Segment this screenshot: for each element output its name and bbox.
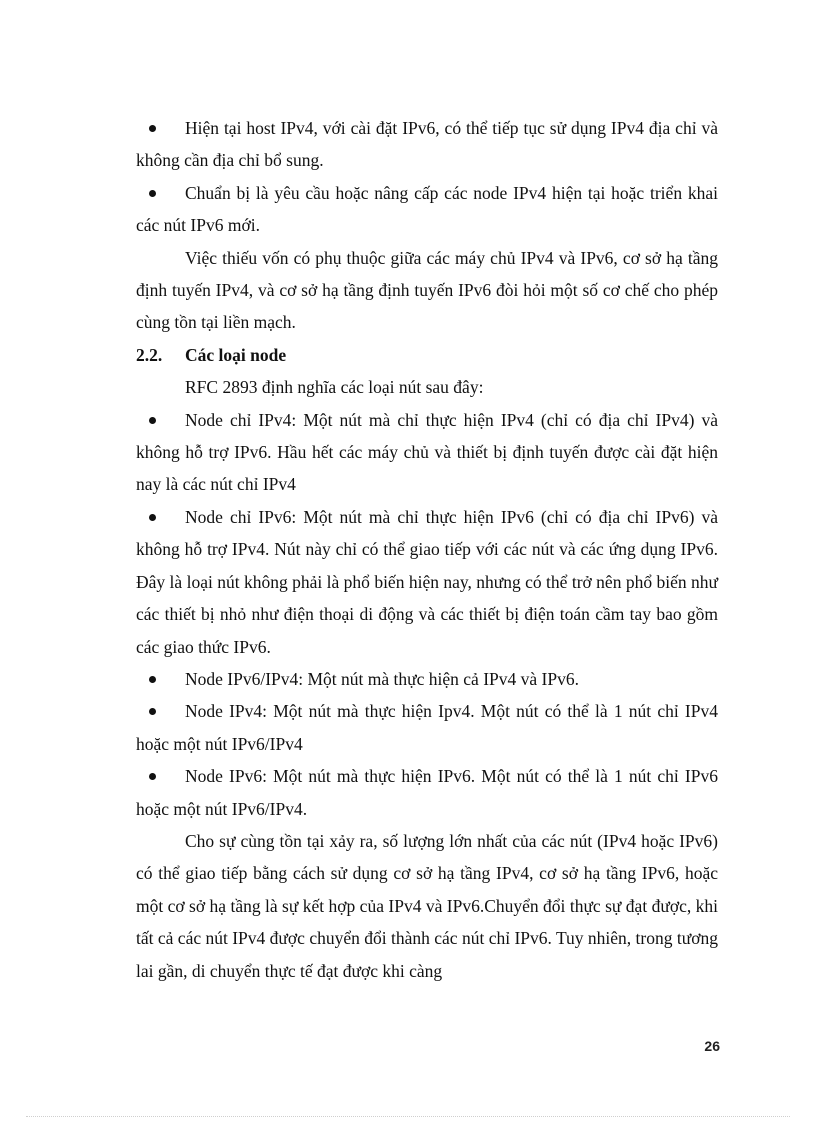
footer-divider [26,1116,790,1117]
bullet-dot-icon [149,125,156,132]
paragraph: Việc thiếu vốn có phụ thuộc giữa các máy chủ IPv4 và IPv6, cơ sở hạ tầng định tuyến IPv4, và cơ sở hạ tầng định tuyến IPv6 đòi hỏi một số cơ chế cho phép cùng tồn tại liền mạch. [136,247,718,333]
bullet-text: Hiện tại host IPv4, với cài đặt IPv6, có thể tiếp tục sử dụng IPv4 địa chỉ và không cần địa chỉ bổ sung. [136,118,718,171]
bullet-text: Node IPv6: Một nút mà thực hiện IPv6. Một nút có thể là 1 nút chỉ IPv6 hoặc một nút IPv6/IPv4. [136,766,718,819]
bullet-dot-icon [149,708,156,715]
bullet-dot-icon [149,676,156,683]
bullet-dot-icon [149,514,156,521]
paragraph: Cho sự cùng tồn tại xảy ra, số lượng lớn nhất của các nút (IPv4 hoặc IPv6) có thể giao tiếp bằng cách sử dụng cơ sở hạ tầng IPv4, cơ sở hạ tầng IPv6, hoặc một cơ sở hạ tầng là sự kết hợp của IPv4 và IPv6.Chuyển đổi thực sự đạt được, khi tất cả các nút IPv4 được chuyển đổi thành các nút chỉ IPv6. Tuy nhiên, trong tương lai gần, di chuyển thực tế đạt được khi càng [136,830,718,981]
bullet-text: Chuẩn bị là yêu cầu hoặc nâng cấp các node IPv4 hiện tại hoặc triển khai các nút IPv6 mới. [136,182,718,236]
bullet-item [136,501,718,663]
bullet-dot-icon [149,190,156,197]
bullet-item [136,404,718,501]
bullet-item [136,695,718,760]
bullet-item [136,760,718,825]
bullet-item [136,112,718,177]
page-number: 26 [704,1038,720,1054]
bullet-text: Node chỉ IPv4: Một nút mà chỉ thực hiện IPv4 (chỉ có địa chỉ IPv4) và không hỗ trợ IPv6. Hầu hết các máy chủ và thiết bị định tuyến được cài đặt hiện nay là các nút chỉ IPv4 [136,409,718,495]
bullet-text: Node chỉ IPv6: Một nút mà chỉ thực hiện IPv6 (chỉ có địa chỉ IPv6) và không hỗ trợ IPv4. Nút này chỉ có thể giao tiếp với các nút và các ứng dụng IPv6. Đây là loại nút không phải là phổ biến hiện nay, nhưng có thể trở nên phổ biến như các thiết bị nhỏ như điện thoại di động và các thiết bị điện toán cầm tay bao gồm các giao thức IPv6. [136,506,718,657]
page-content [136,112,718,987]
bullet-dot-icon [149,417,156,424]
section-title: Các loại node [185,344,287,365]
section-number: 2.2. [136,344,163,365]
bullet-item [136,177,718,242]
section-heading [136,339,718,371]
bullet-text: Node IPv6/IPv4: Một nút mà thực hiện cả IPv4 và IPv6. [185,668,579,689]
bullet-text: Node IPv4: Một nút mà thực hiện Ipv4. Một nút có thể là 1 nút chỉ IPv4 hoặc một nút IPv6/IPv4 [136,701,718,754]
paragraph: RFC 2893 định nghĩa các loại nút sau đây: [185,377,484,398]
bullet-dot-icon [149,773,156,780]
bullet-item [136,663,718,695]
